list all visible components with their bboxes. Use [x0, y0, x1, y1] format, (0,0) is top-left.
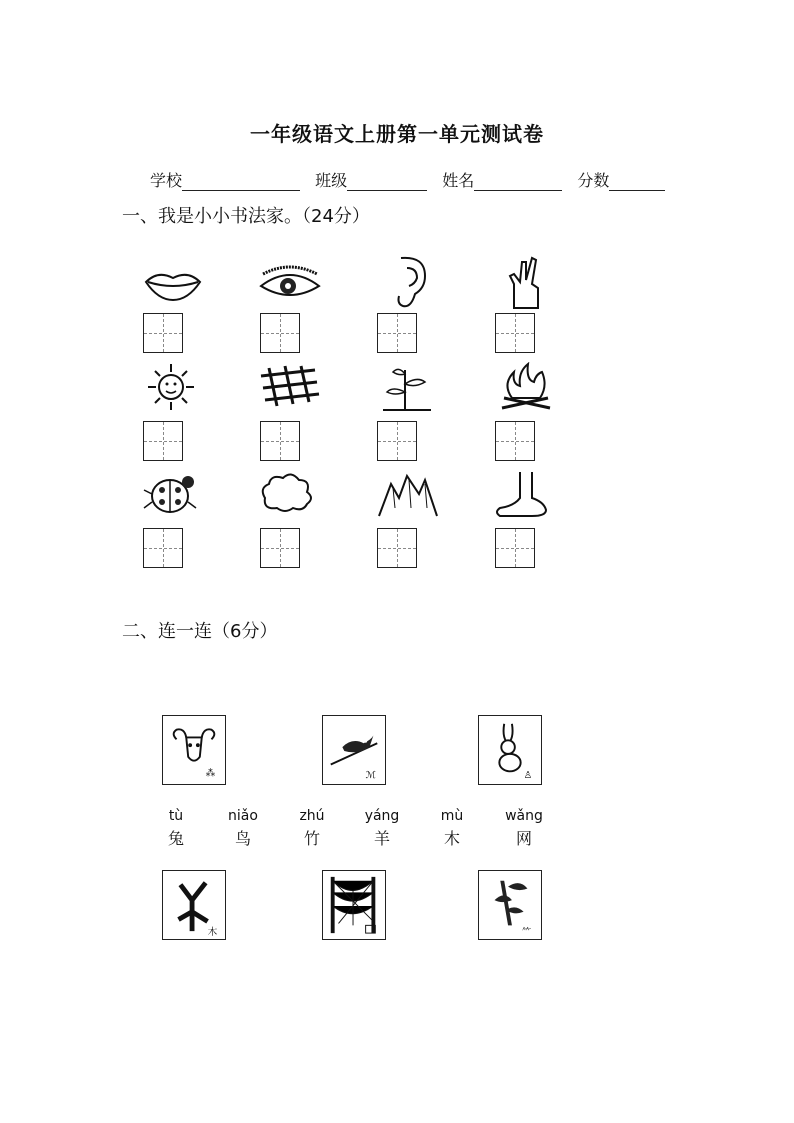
- mountain-icon: [375, 468, 445, 518]
- tianzige-box[interactable]: [495, 313, 535, 353]
- name-label: 姓名: [442, 171, 475, 190]
- hanzi-zhu: 竹: [303, 829, 320, 848]
- cloud-icon: [255, 468, 325, 518]
- svg-text:⺮: ⺮: [521, 927, 532, 939]
- tianzige-box[interactable]: [260, 421, 300, 461]
- tianzige-box[interactable]: [377, 421, 417, 461]
- score-label: 分数: [577, 171, 610, 190]
- bamboo-card[interactable]: [478, 870, 542, 940]
- pinyin-tu: tù: [168, 808, 184, 824]
- tianzige-box[interactable]: [377, 313, 417, 353]
- section2-heading: 二、连一连（6分）: [122, 621, 278, 642]
- bird-card[interactable]: [322, 715, 386, 785]
- hand-icon: [492, 254, 562, 304]
- tianzige-box[interactable]: [260, 528, 300, 568]
- pinyin-yang: yáng: [364, 808, 400, 824]
- net-card[interactable]: [322, 870, 386, 940]
- class-field[interactable]: [347, 174, 427, 191]
- svg-text:⁂: ⁂: [205, 768, 216, 780]
- score-field[interactable]: [609, 174, 665, 191]
- pinyin-zhu: zhú: [299, 808, 325, 824]
- tianzige-box[interactable]: [143, 528, 183, 568]
- svg-text:♙: ♙: [523, 770, 533, 782]
- tree-card[interactable]: [162, 870, 226, 940]
- hanzi-mu: 木: [443, 829, 460, 848]
- pinyin-wang: wǎng: [505, 808, 543, 824]
- tianzige-box[interactable]: [495, 528, 535, 568]
- ladybug-icon: [138, 468, 208, 518]
- pinyin-mu: mù: [440, 808, 464, 824]
- school-field[interactable]: [182, 174, 300, 191]
- school-label: 学校: [150, 171, 183, 190]
- hanzi-niao: 鸟: [234, 829, 251, 848]
- section1-heading: 一、我是小小书法家。（24分）: [122, 206, 370, 227]
- rabbit-card[interactable]: [478, 715, 542, 785]
- ear-icon: [375, 252, 445, 302]
- svg-text:ℳ: ℳ: [365, 770, 376, 782]
- name-field[interactable]: [474, 174, 562, 191]
- pinyin-niao: niǎo: [228, 808, 258, 824]
- plant-icon: [375, 362, 445, 412]
- tianzige-box[interactable]: [143, 313, 183, 353]
- tianzige-box[interactable]: [260, 313, 300, 353]
- hanzi-wang: 网: [515, 829, 532, 848]
- tianzige-box[interactable]: [143, 421, 183, 461]
- tianzige-box[interactable]: [495, 421, 535, 461]
- field-icon: [255, 362, 325, 412]
- eye-icon: [255, 260, 325, 310]
- hanzi-yang: 羊: [373, 829, 390, 848]
- hanzi-tu: 兔: [167, 829, 184, 848]
- sun-icon: [138, 362, 208, 412]
- svg-text:木: 木: [207, 927, 218, 939]
- tianzige-box[interactable]: [377, 528, 417, 568]
- page-title: 一年级语文上册第一单元测试卷: [250, 122, 544, 146]
- student-info: [150, 168, 675, 191]
- lips-icon: [138, 260, 208, 310]
- class-label: 班级: [315, 171, 348, 190]
- sheep-card[interactable]: [162, 715, 226, 785]
- fire-icon: [492, 362, 562, 412]
- foot-icon: [492, 468, 562, 518]
